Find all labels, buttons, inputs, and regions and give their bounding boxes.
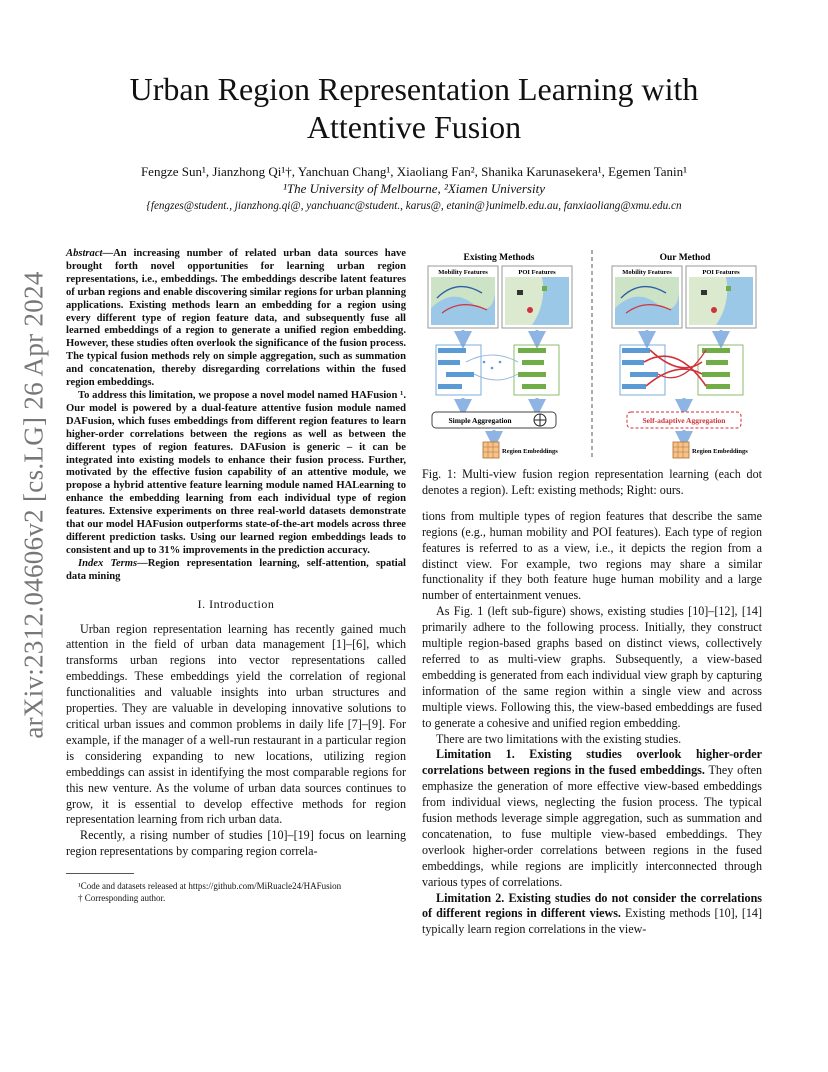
right-column [422,248,762,938]
limitation-2-heading: Limitation 2. Existing studies do not consider the correlations of different regions in different views. [422,890,762,921]
footnote-corresponding: † Corresponding author. [78,893,166,904]
svg-text:Region Embeddings: Region Embeddings [692,448,748,455]
right-region-embeddings [673,442,748,458]
author-list: Fengze Sun¹, Jianzhong Qi¹†, Yanchuan Chang¹, Xiaoliang Fan², Shanika Karunasekera¹, Egemen Tanin¹ [140,164,688,179]
limitation-1-heading: Limitation 1. Existing studies overlook higher-order correlations between regions in the fused embeddings. [422,747,762,778]
svg-text:POI Features: POI Features [702,269,740,276]
arxiv-id: arXiv:2312.04606v2 [cs.LG] 26 Apr 2024 [18,271,49,739]
section-heading-introduction: I. Introduction [197,596,275,611]
index-terms-label: Index Terms [78,557,138,569]
title-line-2: Attentive Fusion [306,109,522,145]
figure-1-diagram [422,248,762,463]
abstract [66,248,406,390]
left-mobility-map [428,266,498,328]
svg-text:POI Features: POI Features [518,269,556,276]
title-line-1: Urban Region Representation Learning with [129,71,699,107]
self-adaptive-aggregation-box [627,412,741,428]
limitation-2 [422,891,762,939]
figure-1 [422,248,762,463]
paper-title [60,70,768,146]
svg-text:Self-adaptive Aggregation: Self-adaptive Aggregation [642,416,726,425]
svg-text:Mobility Features: Mobility Features [438,269,488,276]
figure-right-title: Our Method [659,253,711,263]
intro-paragraph-1: Urban region representation learning has recently gained much attention in the field of urban data management [1]–[6], which transforms urban regions into vector representations called embeddings. These embeddings yield the correlation of regional functionalities and valuable insights into urban structures and properties. They are valuable in developing innovative solutions to critical urban issues and common problems in daily life [7]–[9]. For example, if the manager of a well-run restaurant in a particular region is considering expanding to new locations, utilizing region embeddings can assist in identifying the most comparable regions for this new venture. As the volume of urban data sources continues to grow, it is essential to develop effective methods for region representation learning from rich urban data. [66,621,406,827]
figure-1-caption: Fig. 1: Multi-view fusion region representation learning (each dot denotes a region). Left: existing methods; Right: ours. [422,467,762,497]
left-poi-map [502,266,572,328]
simple-aggregation-box [432,412,556,428]
right-paragraph-2: As Fig. 1 (left sub-figure) shows, existing studies [10]–[12], [14] primarily adhere to the following process. Initially, they construct multiple region-based graphs based on distinct views, collectively referred to as multi-view graphs. Subsequently, a view-based embedding is generated from each individual view graph by capturing information of the same region within a single view and across multiple views. Following this, the view-based embeddings are fused to generate a cohesive and unified region embedding. [422,604,762,730]
figure-left-title: Existing Methods [463,253,535,263]
index-terms [66,558,406,584]
svg-text:Simple Aggregation: Simple Aggregation [448,416,512,425]
abstract-label: Abstract [66,248,103,259]
right-view-embeddings [620,345,743,395]
affiliations: ¹The University of Melbourne, ²Xiamen University [283,181,545,196]
limitation-1-body: They often emphasize the generation of more effective view-based embeddings from individual views, neglecting the fusion process. The typical fusion methods leverage simple aggregation, such as summation and concatenation, to fuse multiple view-based embeddings. They overlook higher-order correlations between regions in the fused embeddings, while regions are implicitly interconnected through various types of correlations. [422,763,763,889]
limitation-1 [422,747,762,890]
right-paragraph-3: There are two limitations with the existing studies. [436,731,682,746]
abstract-text-2: To address this limitation, we propose a novel model named HAFusion ¹. Our model is powered by a dual-feature attentive fusion module named DAFusion, which fuses embeddings from different region features to learn higher-order correlations between the regions as well as between the different types of region features. DAFusion is generic – it can be integrated into existing models to enhance their fusion process. Further, motivated by the effective fusion capability of an attentive module, we propose a hybrid attentive feature learning module named HALearning to enhance the embedding learning from each individual type of region features. Extensive experiments on three real-world datasets demonstrate that our model HAFusion outperforms state-of-the-art models across three different prediction tasks. Using our learned region embeddings leads to consistent and up to 31% improvements in the prediction accuracy. [66,389,406,556]
index-terms-text: —Region representation learning, self-attention, spatial data mining [66,557,406,582]
limitation-2-body: Existing methods [10], [14] typically learn region correlations in the view- [422,906,762,937]
abstract-text-1: —An increasing number of related urban data sources have brought forth novel opportunities for learning urban region representations, i.e., embeddings. The embeddings describe latent features of urban regions and enable discovering similar regions for urban planning applications. Existing methods learn an embedding for a region using every different type of region feature data, and subsequently fuse all learned embeddings of a region to generate a unified region embedding. However, these studies often overlook the significance of the fusion process. The typical fusion methods rely on simple aggregation, such as summation and concatenation, thereby disregarding correlations within the fused region embeddings. [66,248,406,389]
intro-paragraph-2: Recently, a rising number of studies [10]–[19] focus on learning region representations by comparing region correla- [66,828,406,859]
footnote-code: ¹Code and datasets released at https://github.com/MiRuacle24/HAFusion [78,881,342,892]
left-region-embeddings [483,442,558,458]
right-poi-map [686,266,756,328]
right-mobility-map [612,266,682,328]
right-paragraph-1: tions from multiple types of region features that describe the same regions (e.g., human mobility and POI features). Each type of region features is referred to as a view, i.e., it depicts the region from a distinct view. For example, two regions may share a similar functionality if they both feature huge human mobility and a large number of entertainment venues. [422,508,762,603]
footnote-rule [66,873,134,874]
svg-text:Region Embeddings: Region Embeddings [502,448,558,455]
author-emails: {fengzes@student., jianzhong.qi@, yanchuanc@student., karus@, etanin@}unimelb.edu.au, fanxiaoliang@xmu.edu.cn [146,200,682,212]
left-column [66,248,406,904]
svg-text:Mobility Features: Mobility Features [622,269,672,276]
arxiv-stamp [14,271,54,739]
left-view-embeddings [436,345,559,395]
